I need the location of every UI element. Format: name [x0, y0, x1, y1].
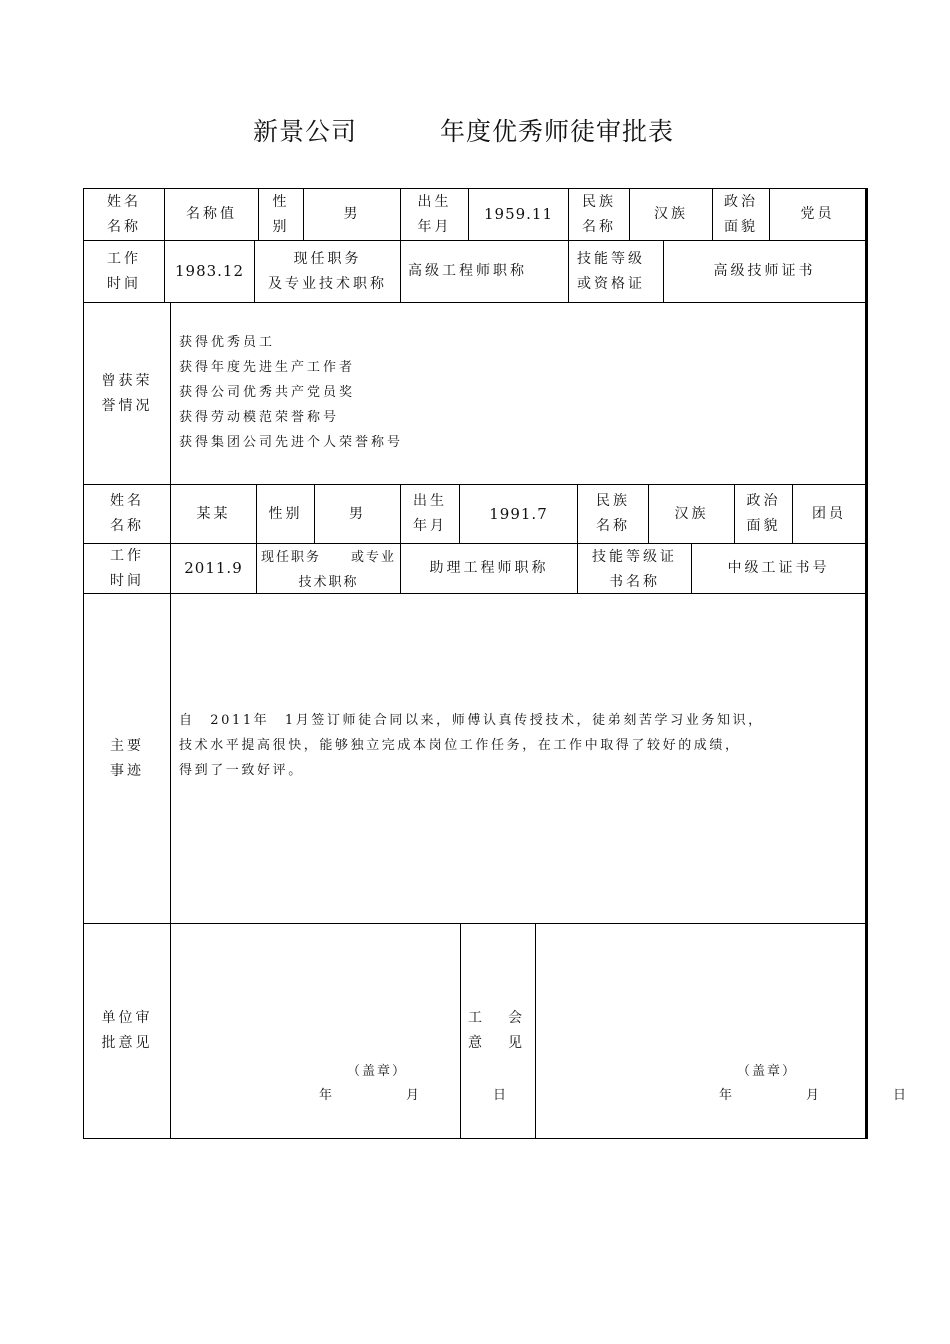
union-stamp: （盖章）: [737, 1064, 798, 1079]
table-rule: [535, 923, 536, 1138]
apprentice-nation: 汉族: [674, 505, 709, 522]
approval-table: [83, 188, 923, 1139]
table-rule: [83, 1138, 868, 1139]
mentor-birth: 1959.11: [483, 205, 554, 223]
table-rule: [83, 302, 868, 303]
mentor-skill-label: 技能等级 或资格证: [577, 250, 645, 292]
form-title: [0, 112, 950, 152]
mentor-title-value: 高级工程师职称: [408, 263, 527, 279]
apprentice-nation-label: 民族 名称: [596, 493, 630, 534]
mentor-name: 名称值: [186, 206, 237, 222]
unit-stamp: （盖章）: [347, 1064, 408, 1079]
apprentice-title-value: 助理工程师职称: [429, 560, 549, 576]
union-opinion-label: 工 会 意 见: [468, 1010, 528, 1051]
apprentice-politics: 团员: [812, 505, 846, 522]
table-rule: [170, 302, 171, 484]
mentor-gender: 男: [343, 206, 361, 222]
unit-date: 年 月 日: [319, 1088, 523, 1103]
apprentice-work-label: 工作 时间: [110, 547, 144, 589]
mentor-gender-label: 性 别: [272, 193, 290, 235]
apprentice-title-label: 现任职务 或专业 技术职称: [260, 550, 396, 590]
table-rule: [170, 923, 171, 1138]
mentor-title-label: 现任职务 及专业技术职称: [268, 250, 387, 292]
table-border-right: [865, 188, 868, 1139]
mentor-politics-label: 政治 面貌: [724, 193, 758, 235]
apprentice-gender: 男: [349, 505, 366, 522]
union-date: 年 月 日: [719, 1088, 923, 1103]
mentor-skill-value: 高级技师证书: [713, 263, 816, 279]
mentor-birth-label: 出生 年月: [417, 193, 452, 235]
apprentice-name-label: 姓名 名称: [110, 493, 144, 534]
mentor-nation: 汉族: [654, 206, 688, 222]
apprentice-skill-value: 中级工证书号: [727, 560, 830, 576]
table-rule: [170, 593, 171, 923]
deeds-label: 主要 事迹: [110, 737, 144, 779]
table-rule: [83, 593, 868, 594]
apprentice-name: 某某: [196, 505, 231, 522]
mentor-politics: 党员: [800, 206, 835, 222]
mentor-nation-label: 民族 名称: [582, 193, 616, 235]
apprentice-gender-label: 性别: [268, 505, 303, 522]
mentor-work-time: 1983.12: [174, 262, 245, 280]
apprentice-skill-label: 技能等级证 书名称: [592, 549, 677, 590]
deeds-text: 自 2011年 1月签订师徒合同以来，师傅认真传授技术，徒弟刻苦学习业务知识， 技术水平提高很快，能够独立完成本岗位工作任务，在工作中取得了较好的成绩， 得到了一致好评。: [179, 713, 764, 778]
mentor-work-label: 工作 时间: [107, 250, 141, 292]
mentor-honors-label: 曾获荣 誉情况: [101, 372, 153, 414]
company-name: 新景公司: [253, 117, 358, 146]
mentor-name-label: 姓名 名称: [107, 193, 141, 235]
approval-label: 单位审 批意见: [101, 1010, 153, 1051]
apprentice-birth: 1991.7: [489, 504, 548, 523]
apprentice-politics-label: 政治 面貌: [746, 493, 781, 534]
apprentice-birth-label: 出生 年月: [413, 493, 447, 534]
apprentice-work-time: 2011.9: [184, 559, 243, 577]
form-name: 年度优秀师徒审批表: [440, 117, 675, 146]
mentor-honors: 获得优秀员工 获得年度先进生产工作者 获得公司优秀共产党员奖 获得劳动模范荣誉称号 获得集团公司先进个人荣誉称号: [179, 335, 404, 450]
